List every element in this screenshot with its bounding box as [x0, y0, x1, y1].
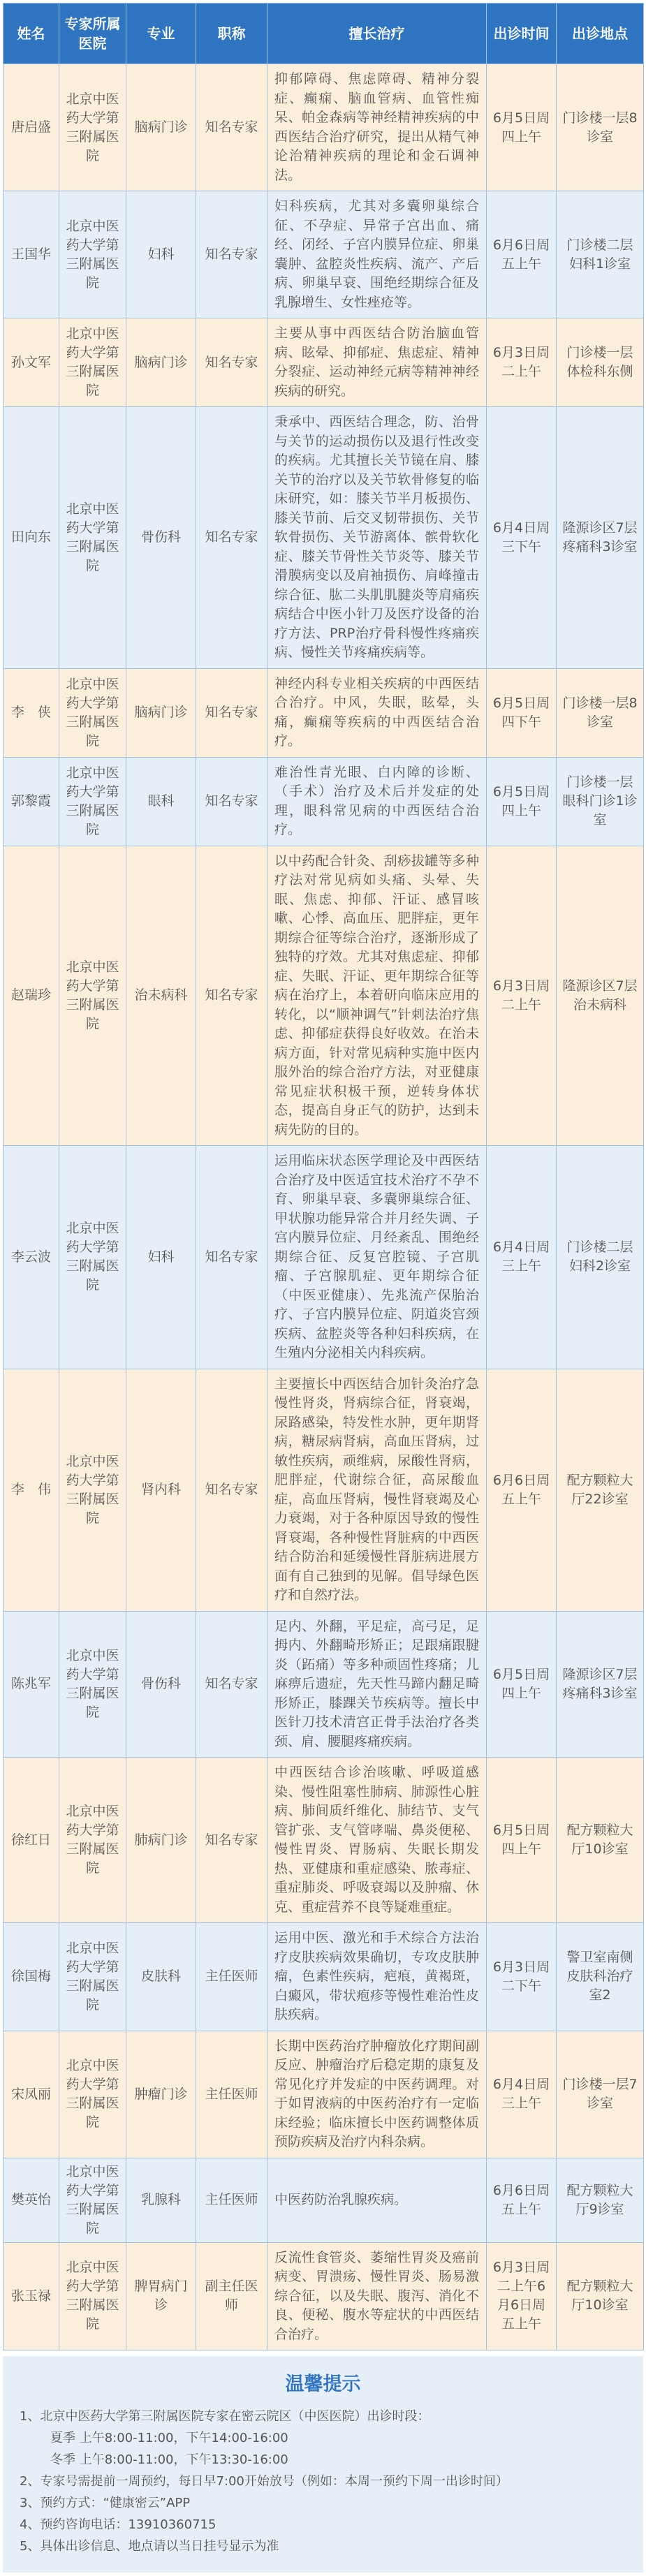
cell-title: 知名专家 — [196, 191, 267, 318]
header-hospital: 专家所属医院 — [59, 3, 126, 64]
cell-specialty: 难治性青光眼、白内障的诊断、（手术）治疗及术后并发症的处理，眼科常见病的中西医结合治疗。 — [267, 757, 487, 846]
cell-hospital: 北京中医药大学第三附属医院 — [59, 2158, 126, 2242]
cell-dept: 骨伤科 — [126, 1611, 196, 1758]
cell-specialty: 长期中医药治疗肿瘤放化疗期间副反应、肿瘤治疗后稳定期的康复及常见化疗并发症的中医药调理。对于如胃液病的中医药治疗有一定临床经验；临床擅长中医药调整体质预防疾病及治疗内科杂病。 — [267, 2031, 487, 2158]
tip-line-summer: 夏季 上午8:00-11:00，下午14:00-16:00 — [50, 2431, 288, 2445]
table-row — [3, 1923, 644, 2031]
cell-specialty: 中西医结合诊治咳嗽、呼吸道感染、慢性阻塞性肺病、肺源性心脏病、肺间质纤维化、肺结节、支气管扩张、支气管哮喘、鼻炎便秘、慢性胃炎、胃肠病、失眠长期发热、亚健康和重症感染、脓毒症、重症肺炎、呼吸衰竭以及肿瘤、休克、重症营养不良等疑难重症。 — [267, 1758, 487, 1923]
cell-place: 配方颗粒大厅9诊室 — [557, 2158, 644, 2242]
cell-dept: 骨伤科 — [126, 407, 196, 669]
cell-dept: 妇科 — [126, 1146, 196, 1369]
cell-specialty: 运用中医、激光和手术综合方法治疗皮肤疾病效果确切，专攻皮肤肿瘤，色素性疾病，疤痕，黄褐斑，白癜风，带状疱疹等慢性难治性皮肤疾病。 — [267, 1923, 487, 2031]
tips-title: 温馨提示 — [285, 2373, 361, 2395]
cell-title: 知名专家 — [196, 1611, 267, 1758]
tip-line-4: 4、预约咨询电话：13910360715 — [20, 2517, 216, 2532]
cell-name: 郭黎霞 — [3, 757, 59, 846]
cell-specialty: 主要擅长中西医结合加针灸治疗急慢性肾炎，肾病综合征，肾衰竭，尿路感染，特发性水肿，更年期肾病，糖尿病肾病，高血压肾病，过敏性疾病，顽维病，尿酸性肾病，肥胖症，代谢综合征，高尿酸血症，高血压肾病，慢性肾衰竭及心力衰竭，对于各种原因导致的慢性肾衰竭，各种慢性肾脏病的中西医结合防治和延缓慢性肾脏病进展方面有自己独到的见解。倡导绿色医疗和自然疗法。 — [267, 1369, 487, 1611]
cell-place: 隆源诊区7层治未病科 — [557, 846, 644, 1146]
cell-time: 6月3日周二上午6月6日周五上午 — [487, 2242, 557, 2350]
tip-line-5: 5、具体出诊信息、地点请以当日挂号显示为准 — [20, 2539, 279, 2554]
cell-name: 李 侠 — [3, 668, 59, 757]
cell-time: 6月5日周四上午 — [487, 1611, 557, 1758]
header-name: 姓名 — [3, 3, 59, 64]
tip-line-3: 3、预约方式：“健康密云”APP — [20, 2496, 191, 2510]
cell-specialty: 秉承中、西医结合理念，防、治骨与关节的运动损伤以及退行性改变的疾病。尤其擅长关节镜在肩、膝关节的治疗以及关节软骨修复的临床研究，如：膝关节半月板损伤、膝关节前、后交叉韧带损伤、关节软骨损伤、关节游离体、髌骨软化症、膝关节骨性关节炎等、膝关节滑膜病变以及肩袖损伤、肩峰撞击综合征、肱二头肌肌腱炎等肩痛疾病结合中医小针刀及医疗设备的治疗方法、PRP治疗骨科慢性疼痛疾病、慢性关节疼痛疾病等。 — [267, 407, 487, 669]
tip-line-1: 1、北京中医药大学第三附属医院专家在密云院区（中医医院）出诊时段： — [20, 2409, 430, 2424]
table-row — [3, 2031, 644, 2158]
cell-time: 6月5日周四上午 — [487, 1758, 557, 1923]
header-title: 职称 — [196, 3, 267, 64]
cell-place: 门诊楼二层妇科1诊室 — [557, 191, 644, 318]
table-header — [3, 3, 644, 64]
tip-line-2: 2、专家号需提前一周预约，每日早7:00开始放号（例如：本周一预约下周一出诊时间） — [20, 2474, 508, 2489]
cell-title: 知名专家 — [196, 757, 267, 846]
cell-name: 孙文军 — [3, 318, 59, 407]
cell-title: 主任医师 — [196, 2158, 267, 2242]
cell-dept: 眼科 — [126, 757, 196, 846]
header-time: 出诊时间 — [487, 3, 557, 64]
cell-specialty: 反流性食管炎、萎缩性胃炎及癌前病变、胃溃疡、慢性胃炎、肠易激综合征，以及失眠、腹泻、消化不良、便秘、腹水等症状的中西医结合治疗。 — [267, 2242, 487, 2350]
cell-dept: 脑病门诊 — [126, 318, 196, 407]
cell-place: 隆源诊区7层疼痛科3诊室 — [557, 407, 644, 669]
cell-time: 6月5日周四上午 — [487, 757, 557, 846]
cell-specialty: 以中药配合针灸、刮痧拔罐等多种疗法对常见病如头痛、头晕、失眠、焦虑、抑郁、汗证、感冒咳嗽、心悸、高血压、肥胖症，更年期综合征等综合治疗，逐渐形成了独特的疗效。尤其对焦虑症、抑郁症、失眠、汗证、更年期综合征等病在治疗上，本着研向临床应用的转化，以“顺神调气”针刺法治疗焦虑、抑郁症获得良好收效。在治未病方面，针对常见病种实施中医内服外治的综合治疗方法，对亚健康常见症状积极干预，逆转身体状态，提高自身正气的防护，达到未病先防的目的。 — [267, 846, 487, 1146]
cell-place: 门诊楼一层8诊室 — [557, 668, 644, 757]
cell-title: 知名专家 — [196, 1146, 267, 1369]
cell-title: 知名专家 — [196, 1369, 267, 1611]
cell-name: 李 伟 — [3, 1369, 59, 1611]
page — [3, 0, 643, 2573]
table-row — [3, 407, 644, 669]
cell-hospital: 北京中医药大学第三附属医院 — [59, 1611, 126, 1758]
cell-time: 6月6日周五上午 — [487, 191, 557, 318]
cell-hospital: 北京中医药大学第三附属医院 — [59, 2242, 126, 2350]
cell-title: 知名专家 — [196, 64, 267, 191]
cell-dept: 肿瘤门诊 — [126, 2031, 196, 2158]
cell-time: 6月3日周二下午 — [487, 1923, 557, 2031]
cell-place: 门诊楼一层8诊室 — [557, 64, 644, 191]
cell-time: 6月5日周四上午 — [487, 64, 557, 191]
cell-dept: 脑病门诊 — [126, 64, 196, 191]
cell-place: 门诊楼一层体检科东侧 — [557, 318, 644, 407]
cell-time: 6月5日周四下午 — [487, 668, 557, 757]
cell-hospital: 北京中医药大学第三附属医院 — [59, 64, 126, 191]
cell-time: 6月4日周三上午 — [487, 2031, 557, 2158]
cell-dept: 治未病科 — [126, 846, 196, 1146]
cell-hospital: 北京中医药大学第三附属医院 — [59, 1146, 126, 1369]
cell-specialty: 足内、外翻，平足症，高弓足，足拇内、外翻畸形矫正；足跟痛跟腱炎（跖痛）等多种顽固性疼痛；儿麻痹后遗症，先天性马蹄内翻足畸形矫正，膝踝关节疾病等。擅长中医针刀技术清宫正骨手法治疗各类颈、肩、腰腿疼痛疾病。 — [267, 1611, 487, 1758]
table-row — [3, 668, 644, 757]
table-row — [3, 64, 644, 191]
cell-title: 知名专家 — [196, 318, 267, 407]
cell-hospital: 北京中医药大学第三附属医院 — [59, 191, 126, 318]
cell-dept: 肺病门诊 — [126, 1758, 196, 1923]
cell-time: 6月3日周二上午 — [487, 846, 557, 1146]
cell-place: 配方颗粒大厅22诊室 — [557, 1369, 644, 1611]
table-row — [3, 1146, 644, 1369]
cell-title: 主任医师 — [196, 1923, 267, 2031]
cell-name: 樊英怡 — [3, 2158, 59, 2242]
cell-hospital: 北京中医药大学第三附属医院 — [59, 407, 126, 669]
cell-hospital: 北京中医药大学第三附属医院 — [59, 757, 126, 846]
cell-specialty: 妇科疾病，尤其对多囊卵巢综合征、不孕症、异常子宫出血、痛经、闭经、子宫内膜异位症、卵巢囊肿、盆腔炎性疾病、流产、产后病、卵巢早衰、围绝经期综合征及乳腺增生、女性痤疮等。 — [267, 191, 487, 318]
cell-title: 知名专家 — [196, 1758, 267, 1923]
cell-hospital: 北京中医药大学第三附属医院 — [59, 1923, 126, 2031]
cell-hospital: 北京中医药大学第三附属医院 — [59, 846, 126, 1146]
table-row — [3, 1611, 644, 1758]
cell-place: 配方颗粒大厅10诊室 — [557, 2242, 644, 2350]
table-row — [3, 1369, 644, 1611]
cell-time: 6月4日周三下午 — [487, 407, 557, 669]
table-row — [3, 846, 644, 1146]
table-row — [3, 757, 644, 846]
cell-place: 门诊楼一层眼科门诊1诊室 — [557, 757, 644, 846]
cell-hospital: 北京中医药大学第三附属医院 — [59, 1758, 126, 1923]
cell-place: 门诊楼二层妇科2诊室 — [557, 1146, 644, 1369]
cell-dept: 肾内科 — [126, 1369, 196, 1611]
cell-hospital: 北京中医药大学第三附属医院 — [59, 318, 126, 407]
cell-dept: 皮肤科 — [126, 1923, 196, 2031]
cell-title: 主任医师 — [196, 2031, 267, 2158]
cell-specialty: 抑郁障碍、焦虑障碍、精神分裂症、癫痫、脑血管病、血管性痴呆、帕金森病等神经精神疾病的中西医结合治疗研究，提出从精气神论治精神疾病的理论和金石调神法。 — [267, 64, 487, 191]
table-row — [3, 2158, 644, 2242]
cell-place: 隆源诊区7层疼痛科3诊室 — [557, 1611, 644, 1758]
cell-time: 6月4日周三上午 — [487, 1146, 557, 1369]
cell-place: 警卫室南侧皮肤科治疗室2 — [557, 1923, 644, 2031]
cell-specialty: 神经内科专业相关疾病的中西医结合治疗。中风，失眠，眩晕，头痛，癫痫等疾病的中西医结合治疗。 — [267, 668, 487, 757]
cell-name: 张玉禄 — [3, 2242, 59, 2350]
cell-place: 门诊楼一层7诊室 — [557, 2031, 644, 2158]
cell-time: 6月3日周二上午 — [487, 318, 557, 407]
cell-dept: 脾胃病门诊 — [126, 2242, 196, 2350]
tips-panel — [3, 2356, 643, 2573]
cell-name: 宋凤丽 — [3, 2031, 59, 2158]
cell-dept: 乳腺科 — [126, 2158, 196, 2242]
header-place: 出诊地点 — [557, 3, 644, 64]
cell-title: 知名专家 — [196, 846, 267, 1146]
table-row — [3, 318, 644, 407]
cell-name: 王国华 — [3, 191, 59, 318]
header-dept: 专业 — [126, 3, 196, 64]
cell-name: 赵瑞珍 — [3, 846, 59, 1146]
header-specialty: 擅长治疗 — [267, 3, 487, 64]
cell-dept: 妇科 — [126, 191, 196, 318]
cell-specialty: 中医药防治乳腺疾病。 — [267, 2158, 487, 2242]
cell-title: 知名专家 — [196, 407, 267, 669]
cell-name: 田向东 — [3, 407, 59, 669]
cell-specialty: 主要从事中西医结合防治脑血管病、眩晕、抑郁症、焦虑症、精神分裂症、运动神经元病等精神神经疾病的研究。 — [267, 318, 487, 407]
cell-hospital: 北京中医药大学第三附属医院 — [59, 1369, 126, 1611]
table-row — [3, 1758, 644, 1923]
cell-place: 配方颗粒大厅10诊室 — [557, 1758, 644, 1923]
cell-name: 陈兆军 — [3, 1611, 59, 1758]
tip-line-winter: 冬季 上午8:00-11:00，下午13:30-16:00 — [50, 2452, 288, 2467]
table-row — [3, 191, 644, 318]
cell-name: 唐启盛 — [3, 64, 59, 191]
cell-title: 知名专家 — [196, 668, 267, 757]
cell-hospital: 北京中医药大学第三附属医院 — [59, 668, 126, 757]
cell-specialty: 运用临床状态医学理论及中西医结合治疗及中医适宜技术治疗不孕不育、卵巢早衰、多囊卵巢综合征、甲状腺功能异常合并月经失调、子宫内膜异位症、月经紊乱、围绝经期综合征、反复宫腔镜、子宫肌瘤、子宫腺肌症、更年期综合征（中医亚健康）、先兆流产保胎治疗、子宫内膜异位症、阴道炎宫颈疾病、盆腔炎等各种妇科疾病，在生殖内分泌相关内科疾病。 — [267, 1146, 487, 1369]
table-row — [3, 2242, 644, 2350]
cell-hospital: 北京中医药大学第三附属医院 — [59, 2031, 126, 2158]
cell-time: 6月6日周五上午 — [487, 2158, 557, 2242]
cell-name: 李云波 — [3, 1146, 59, 1369]
cell-name: 徐红日 — [3, 1758, 59, 1923]
cell-name: 徐国梅 — [3, 1923, 59, 2031]
schedule-table — [3, 3, 644, 2350]
cell-time: 6月6日周五上午 — [487, 1369, 557, 1611]
cell-dept: 脑病门诊 — [126, 668, 196, 757]
cell-title: 副主任医师 — [196, 2242, 267, 2350]
